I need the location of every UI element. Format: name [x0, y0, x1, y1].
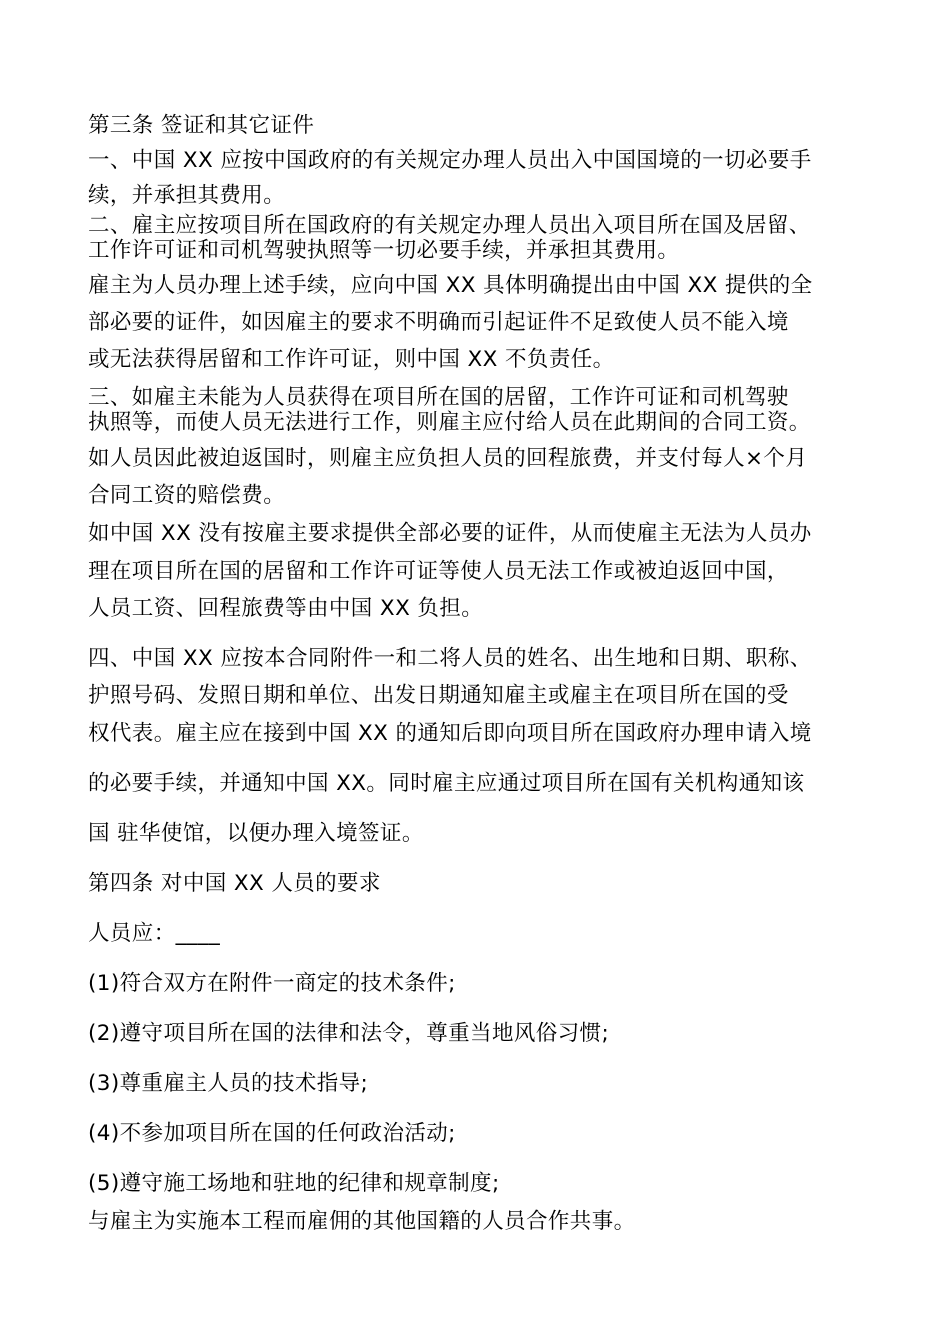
paragraph-line: 部必要的证件，如因雇主的要求不明确而引起证件不足致使人员不能入境	[88, 310, 789, 335]
paragraph-line: 的必要手续，并通知中国 XX。同时雇主应通过项目所在国有关机构通知该	[88, 771, 805, 796]
paragraph-line: 三、如雇主未能为人员获得在项目所在国的居留，工作许可证和司机驾驶	[88, 385, 789, 410]
paragraph-line: 权代表。雇主应在接到中国 XX 的通知后即向项目所在国政府办理申请入境	[88, 721, 812, 746]
paragraph-line: 如人员因此被迫返国时，则雇主应负担人员的回程旅费，并支付每人×个月	[88, 446, 808, 471]
list-item: (3)尊重雇主人员的技术指导;	[88, 1071, 369, 1096]
paragraph-line: 工作许可证和司机驾驶执照等一切必要手续，并承担其费用。	[88, 238, 680, 263]
paragraph-line: 国 驻华使馆，以便办理入境签证。	[88, 821, 424, 846]
article-4-heading: 第四条 对中国 XX 人员的要求	[88, 871, 381, 896]
paragraph-line: 或无法获得居留和工作许可证，则中国 XX 不负责任。	[88, 347, 615, 372]
list-item: (4)不参加项目所在国的任何政治活动;	[88, 1121, 456, 1146]
paragraph-line: 执照等，而使人员无法进行工作，则雇主应付给人员在此期间的合同工资。	[88, 410, 811, 435]
list-item: (1)符合双方在附件一商定的技术条件;	[88, 971, 456, 996]
paragraph-line: 护照号码、发照日期和单位、出发日期通知雇主或雇主在项目所在国的受	[88, 683, 789, 708]
paragraph-line: 雇主为人员办理上述手续，应向中国 XX 具体明确提出由中国 XX 提供的全	[88, 273, 813, 298]
paragraph-line: 理在项目所在国的居留和工作许可证等使人员无法工作或被迫返回中国，	[88, 559, 789, 584]
paragraph-line: 人员应：____	[88, 921, 221, 946]
paragraph-line: 合同工资的赔偿费。	[88, 483, 286, 508]
article-3-heading: 第三条 签证和其它证件	[88, 113, 315, 138]
paragraph-line: 与雇主为实施本工程而雇佣的其他国籍的人员合作共事。	[88, 1209, 636, 1234]
paragraph-line: 二、雇主应按项目所在国政府的有关规定办理人员出入项目所在国及居留、	[88, 213, 811, 238]
list-item: (5)遵守施工场地和驻地的纪律和规章制度;	[88, 1171, 500, 1196]
paragraph-line: 四、中国 XX 应按本合同附件一和二将人员的姓名、出生地和日期、职称、	[88, 646, 812, 671]
list-item: (2)遵守项目所在国的法律和法令，尊重当地风俗习惯;	[88, 1021, 610, 1046]
paragraph-line: 人员工资、回程旅费等由中国 XX 负担。	[88, 596, 484, 621]
paragraph-line: 续，并承担其费用。	[88, 183, 286, 208]
paragraph-line: 一、中国 XX 应按中国政府的有关规定办理人员出入中国国境的一切必要手	[88, 148, 812, 173]
paragraph-line: 如中国 XX 没有按雇主要求提供全部必要的证件，从而使雇主无法为人员办	[88, 521, 812, 546]
